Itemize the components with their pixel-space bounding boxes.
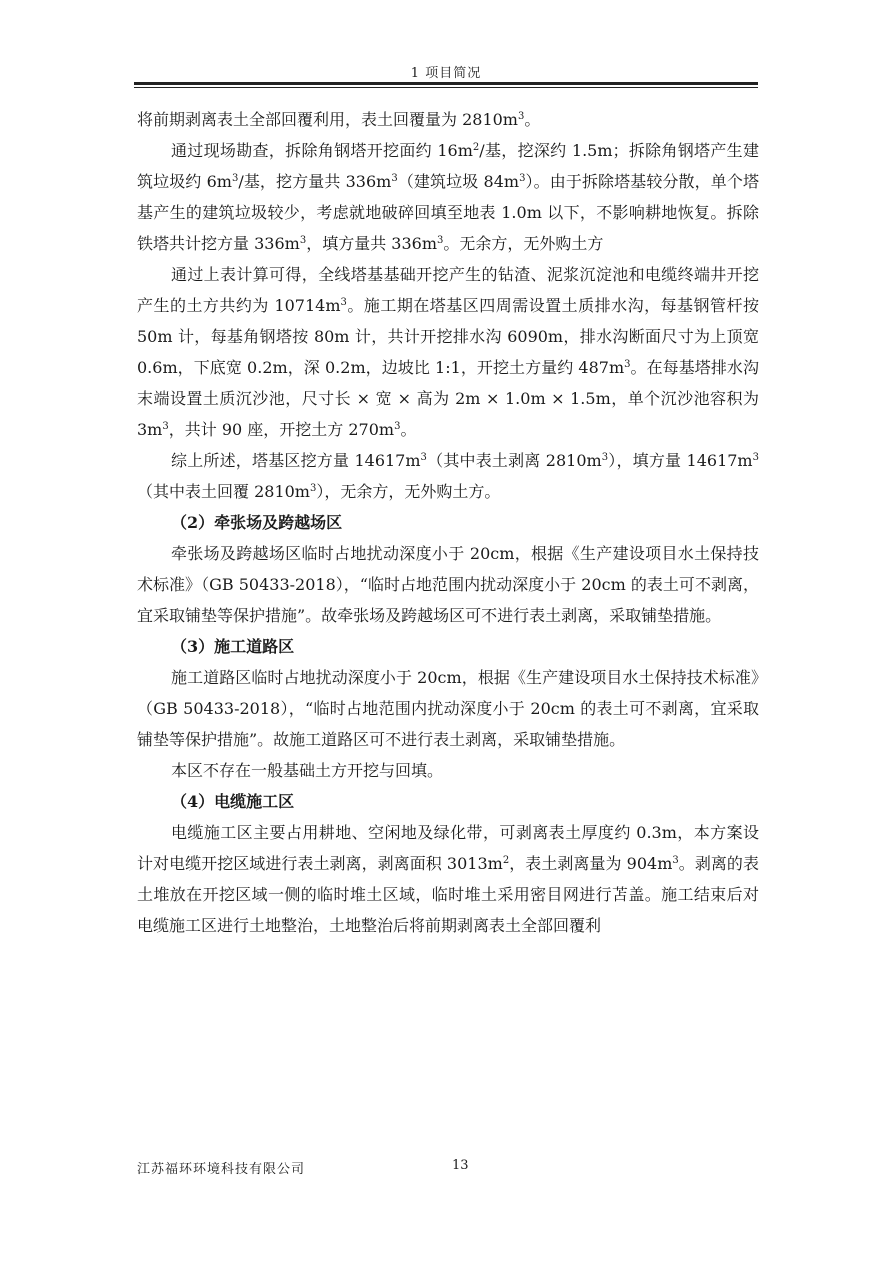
section-heading [137, 786, 759, 817]
paragraph [137, 755, 759, 786]
text-run: 综上所述，塔基区挖方量 14617m [171, 451, 421, 470]
text-run: 。 [524, 110, 541, 129]
superscript: 3 [309, 483, 317, 494]
paragraph [137, 445, 759, 507]
text-run: 施工道路区临时占地扰动深度小于 20cm，根据《生产建设项目水土保持技术标准》（GB 50433-2018），“临时占地范围内扰动深度小于 20cm 的表土可不剥离，宜采取铺垫等保护措施”。故施工道路区可不进行表土剥离，采取铺垫措施。 [137, 668, 759, 749]
text-run: （建筑垃圾 84m [397, 172, 520, 191]
footer-company: 江苏福环环境科技有限公司 [137, 1162, 306, 1177]
header-rule [134, 82, 758, 85]
text-run: /基，挖深约 1.5m；拆除角钢塔产生建筑垃圾约 6m [137, 141, 759, 191]
superscript: 3 [517, 111, 525, 122]
superscript: 3 [162, 421, 169, 432]
header-rule-thin [134, 87, 758, 88]
superscript: 3 [601, 452, 609, 463]
text-run: 通过上表计算可得，全线塔基基础开挖产生的钻渣、泥浆沉淀池和电缆终端井开挖产生的土方共约为 10714m [137, 265, 759, 315]
text-run: 电缆施工区主要占用耕地、空闲地及绿化带，可剥离表土厚度约 0.3m，本方案设计对电缆开挖区域进行表土剥离，剥离面积 3013m [137, 823, 759, 873]
text-run: 牵张场及跨越场区临时占地扰动深度小于 20cm，根据《生产建设项目水土保持技术标准》（GB 50433-2018），“临时占地范围内扰动深度小于 20cm 的表土可不剥离，宜采取铺垫等保护措施”。故牵张场及跨越场区可不进行表土剥离，采取铺垫措施。 [137, 544, 759, 625]
text-run: （其中表土剥离 2810m [426, 451, 602, 470]
page-number: 13 [452, 1158, 469, 1173]
text-run: ，填方量共 336m [306, 234, 437, 253]
text-run: 。施工期在塔基区四周需设置土质排水沟，每基钢管杆按 50m 计，每基角钢塔按 80m 计，共计开挖排水沟 6090m，排水沟断面尺寸为上顶宽 0.6m，下底宽 0.2m，深 0.2m，边坡比 1:1，开挖土方量约 487m [137, 296, 759, 377]
text-run: ，共计 90 座，开挖土方 270m [168, 420, 395, 439]
text-run: /基，挖方量共 336m [238, 172, 392, 191]
section-header: 1 项目简况 [410, 66, 482, 81]
body-text [137, 104, 759, 941]
text-run: （其中表土回覆 2810m [137, 482, 310, 501]
superscript: 3 [437, 235, 444, 246]
text-run: 。无余方，无外购土方 [443, 234, 604, 253]
superscript: 3 [624, 359, 631, 370]
superscript: 3 [519, 173, 526, 184]
text-run: （3）施工道路区 [171, 637, 295, 656]
text-run: 将前期剥离表土全部回覆利用，表土回覆量为 2810m [137, 110, 518, 129]
text-run: （2）牵张场及跨越场区 [171, 513, 343, 532]
text-run: 本区不存在一般基础土方开挖与回填。 [171, 761, 444, 780]
text-run: 。 [400, 420, 417, 439]
superscript: 3 [299, 235, 307, 246]
text-run: 。在每基塔排水沟末端设置土质沉沙池，尺寸长 × 宽 × 高为 2m × 1.0m × 1.5m，单个沉沙池容积为 3m [137, 358, 759, 439]
paragraph [137, 104, 759, 135]
text-run: （4）电缆施工区 [171, 792, 295, 811]
paragraph [137, 259, 759, 445]
paragraph [137, 538, 759, 631]
section-heading [137, 507, 759, 538]
text-run: 通过现场勘查，拆除角钢塔开挖面约 16m [171, 141, 473, 160]
text-run: ，表土剥离量为 904m [509, 854, 673, 873]
text-run: ），无余方，无外购土方。 [316, 482, 501, 501]
superscript: 3 [340, 297, 347, 308]
paragraph [137, 817, 759, 941]
superscript: 3 [391, 173, 398, 184]
superscript: 3 [394, 421, 401, 432]
superscript: 2 [472, 142, 480, 153]
superscript: 3 [752, 452, 759, 463]
section-heading [137, 631, 759, 662]
text-run: ），填方量 14617m [608, 451, 753, 470]
text-run: 。剥离的表土堆放在开挖区域一侧的临时堆土区域，临时堆土采用密目网进行苫盖。施工结束后对电缆施工区进行土地整治，土地整治后将前期剥离表土全部回覆利 [137, 854, 759, 935]
superscript: 3 [231, 173, 239, 184]
text-run: ）。由于拆除塔基较分散，单个塔基产生的建筑垃圾较少，考虑就地破碎回填至地表 1.0m 以下，不影响耕地恢复。拆除铁塔共计挖方量 336m [137, 172, 759, 253]
superscript: 2 [502, 855, 510, 866]
superscript: 3 [420, 452, 427, 463]
superscript: 3 [672, 855, 679, 866]
paragraph [137, 662, 759, 755]
paragraph [137, 135, 759, 259]
